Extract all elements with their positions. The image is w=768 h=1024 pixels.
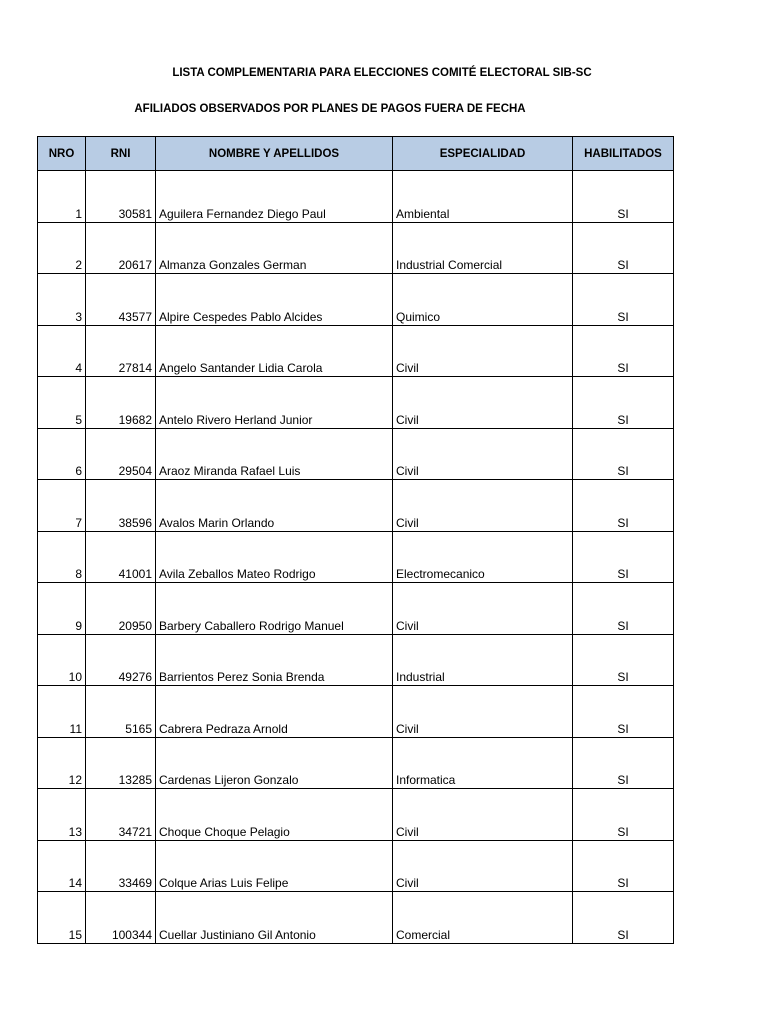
cell-especialidad: Informatica [393,737,573,789]
cell-nombre: Antelo Rivero Herland Junior [156,377,393,429]
cell-nombre: Choque Choque Pelagio [156,789,393,841]
cell-habilitados: SI [573,325,674,377]
cell-habilitados: SI [573,428,674,480]
cell-especialidad: Ambiental [393,171,573,223]
table-row [38,634,674,686]
column-header-nombre: NOMBRE Y APELLIDOS [156,137,393,171]
cell-nro: 6 [38,428,86,480]
table-header-row [38,137,674,171]
cell-especialidad: Civil [393,840,573,892]
members-table [37,136,674,944]
cell-nombre: Angelo Santander Lidia Carola [156,325,393,377]
cell-habilitados: SI [573,634,674,686]
cell-especialidad: Civil [393,789,573,841]
cell-habilitados: SI [573,377,674,429]
cell-habilitados: SI [573,686,674,738]
table-row [38,686,674,738]
cell-nro: 15 [38,892,86,944]
cell-nro: 12 [38,737,86,789]
cell-nombre: Colque Arias Luis Felipe [156,840,393,892]
cell-rni: 100344 [86,892,156,944]
cell-rni: 20617 [86,222,156,274]
cell-habilitados: SI [573,274,674,326]
cell-habilitados: SI [573,840,674,892]
cell-nombre: Avalos Marin Orlando [156,480,393,532]
cell-nombre: Barbery Caballero Rodrigo Manuel [156,583,393,635]
cell-nombre: Barrientos Perez Sonia Brenda [156,634,393,686]
column-header-especialidad: ESPECIALIDAD [393,137,573,171]
cell-habilitados: SI [573,480,674,532]
table-row [38,377,674,429]
cell-especialidad: Comercial [393,892,573,944]
cell-nro: 7 [38,480,86,532]
cell-especialidad: Industrial [393,634,573,686]
cell-rni: 19682 [86,377,156,429]
cell-habilitados: SI [573,531,674,583]
table-row [38,480,674,532]
column-header-nro: NRO [38,137,86,171]
cell-nro: 9 [38,583,86,635]
cell-nombre: Cabrera Pedraza Arnold [156,686,393,738]
cell-nombre: Cardenas Lijeron Gonzalo [156,737,393,789]
cell-nombre: Araoz Miranda Rafael Luis [156,428,393,480]
column-header-habilitados: HABILITADOS [573,137,674,171]
cell-nro: 14 [38,840,86,892]
cell-nro: 4 [38,325,86,377]
table-row [38,222,674,274]
table-row [38,171,674,223]
cell-especialidad: Quimico [393,274,573,326]
page-subtitle: AFILIADOS OBSERVADOS POR PLANES DE PAGOS FUERA DE FECHA [134,103,526,115]
cell-rni: 5165 [86,686,156,738]
cell-especialidad: Civil [393,480,573,532]
cell-nro: 3 [38,274,86,326]
cell-habilitados: SI [573,737,674,789]
table-row [38,840,674,892]
cell-nombre: Almanza Gonzales German [156,222,393,274]
cell-rni: 34721 [86,789,156,841]
cell-especialidad: Civil [393,377,573,429]
cell-nro: 1 [38,171,86,223]
cell-especialidad: Civil [393,428,573,480]
table-row [38,892,674,944]
table-row [38,789,674,841]
table-row [38,583,674,635]
table-row [38,428,674,480]
table-row [38,531,674,583]
cell-rni: 29504 [86,428,156,480]
table-row [38,325,674,377]
table-row [38,274,674,326]
cell-nombre: Cuellar Justiniano Gil Antonio [156,892,393,944]
cell-especialidad: Civil [393,686,573,738]
cell-habilitados: SI [573,583,674,635]
cell-nro: 2 [38,222,86,274]
cell-rni: 49276 [86,634,156,686]
cell-rni: 41001 [86,531,156,583]
cell-rni: 33469 [86,840,156,892]
cell-nombre: Alpire Cespedes Pablo Alcides [156,274,393,326]
cell-nro: 10 [38,634,86,686]
page-title: LISTA COMPLEMENTARIA PARA ELECCIONES COMITÉ ELECTORAL SIB-SC [172,67,592,79]
cell-nro: 13 [38,789,86,841]
cell-habilitados: SI [573,892,674,944]
cell-habilitados: SI [573,222,674,274]
table-row [38,737,674,789]
cell-nro: 11 [38,686,86,738]
cell-nro: 5 [38,377,86,429]
cell-nro: 8 [38,531,86,583]
cell-rni: 30581 [86,171,156,223]
cell-especialidad: Civil [393,583,573,635]
cell-especialidad: Industrial Comercial [393,222,573,274]
cell-especialidad: Electromecanico [393,531,573,583]
cell-habilitados: SI [573,789,674,841]
cell-especialidad: Civil [393,325,573,377]
cell-rni: 13285 [86,737,156,789]
cell-rni: 20950 [86,583,156,635]
cell-rni: 27814 [86,325,156,377]
column-header-rni: RNI [86,137,156,171]
cell-nombre: Aguilera Fernandez Diego Paul [156,171,393,223]
cell-rni: 43577 [86,274,156,326]
cell-rni: 38596 [86,480,156,532]
cell-nombre: Avila Zeballos Mateo Rodrigo [156,531,393,583]
cell-habilitados: SI [573,171,674,223]
